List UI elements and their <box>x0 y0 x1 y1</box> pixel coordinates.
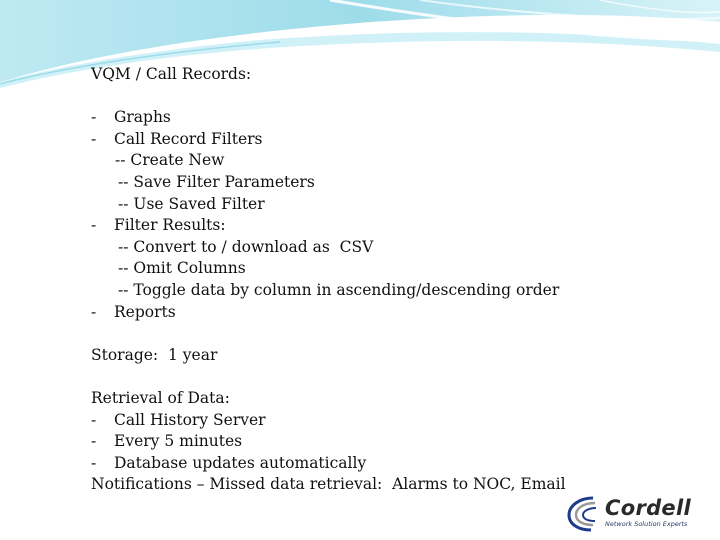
filter-subitem: -- Save Filter Parameters <box>118 172 315 191</box>
list-marker: - <box>91 302 97 321</box>
retrieval-item <box>91 431 691 453</box>
retrieval-item <box>91 453 691 475</box>
list-marker: - <box>91 108 97 127</box>
logo-name: Cordell <box>605 496 691 520</box>
slide-content <box>91 64 691 496</box>
feature-item-reports <box>91 302 691 324</box>
logo-tagline: Network Solution Experts <box>605 520 688 528</box>
retrieval-label: Database updates automatically <box>114 453 367 472</box>
filter-subitem: -- Use Saved Filter <box>118 194 265 213</box>
feature-label: Reports <box>114 302 176 321</box>
results-subitem: -- Convert to / download as CSV <box>118 237 374 256</box>
notifications-text: Notifications – Missed data retrieval: Alarms to NOC, Email <box>91 475 566 494</box>
feature-label: Graphs <box>114 108 171 127</box>
retrieval-label: Call History Server <box>114 410 266 429</box>
feature-item-filters <box>91 129 691 151</box>
list-marker: - <box>91 432 97 451</box>
feature-item-graphs <box>91 107 691 129</box>
list-marker: - <box>91 129 97 148</box>
feature-label: Filter Results: <box>114 216 226 235</box>
feature-label: Call Record Filters <box>114 129 263 148</box>
company-logo <box>565 494 715 534</box>
results-subitem: -- Toggle data by column in ascending/descending order <box>118 280 560 299</box>
feature-item-filter-results <box>91 215 691 237</box>
logo-swirl-icon <box>565 494 605 534</box>
retrieval-title: Retrieval of Data: <box>91 388 230 407</box>
filter-subitem: -- Create New <box>115 151 225 170</box>
retrieval-item <box>91 410 691 432</box>
storage-text: Storage: 1 year <box>91 345 218 364</box>
list-marker: - <box>91 216 97 235</box>
list-marker: - <box>91 410 97 429</box>
list-marker: - <box>91 453 97 472</box>
results-subitem: -- Omit Columns <box>118 259 246 278</box>
slide-title: VQM / Call Records: <box>91 65 252 83</box>
retrieval-label: Every 5 minutes <box>114 432 243 451</box>
